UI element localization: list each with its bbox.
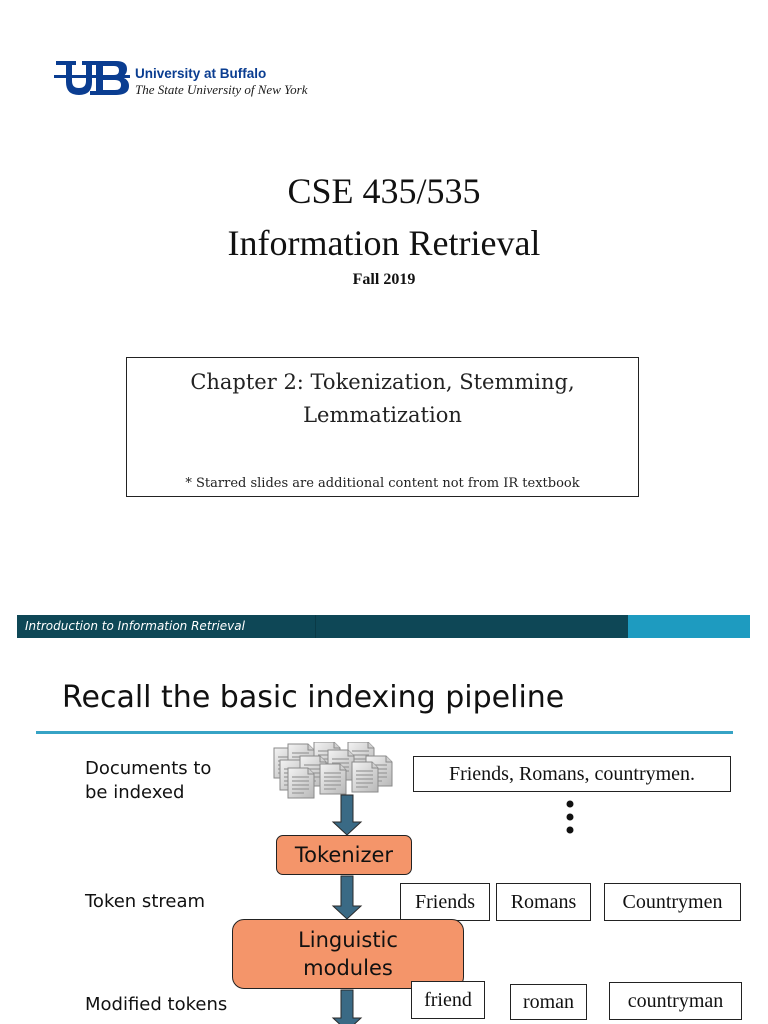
token-stream-label: Token stream: [85, 891, 206, 912]
documents-label-line1: Documents to: [85, 758, 212, 779]
chapter-box: [126, 357, 639, 497]
arrow-tokenizer-to-linguistic: [333, 876, 361, 919]
chapter-note: * Starred slides are additional content not from IR textbook: [185, 476, 580, 491]
slide-header-bar: [17, 615, 750, 638]
chapter-title-line2: Lemmatization: [303, 403, 462, 427]
linguistic-modules-line1: Linguistic: [298, 928, 398, 952]
header-text: Introduction to Information Retrieval: [25, 619, 245, 633]
arrow-docs-to-tokenizer: [333, 795, 361, 835]
arrow-linguistic-out: [333, 990, 361, 1024]
documents-label: [85, 757, 211, 805]
sentence-box: Friends, Romans, countrymen.: [413, 756, 731, 792]
university-name: University at Buffalo: [135, 66, 267, 81]
linguistic-modules: [232, 919, 464, 989]
course-name: Information Retrieval: [227, 223, 541, 263]
document-stack-icon: [270, 742, 400, 800]
chapter-title: [127, 366, 638, 432]
header-accent: [628, 615, 750, 638]
modified-token-box: countryman: [609, 982, 742, 1020]
chapter-title-line1: Chapter 2: Tokenization, Stemming,: [190, 370, 575, 394]
ub-logo-icon: [54, 57, 130, 97]
modified-token-box: roman: [510, 984, 587, 1020]
tokenizer-module: Tokenizer: [276, 835, 412, 875]
course-code: CSE 435/535: [287, 171, 481, 211]
term: Fall 2019: [352, 271, 416, 288]
university-subtitle: The State University of New York: [135, 82, 308, 97]
modified-token-box: friend: [411, 981, 485, 1019]
token-box: Romans: [496, 883, 591, 921]
token-box: Friends: [400, 883, 490, 921]
token-box: Countrymen: [604, 883, 741, 921]
documents-label-line2: be indexed: [85, 782, 185, 803]
linguistic-modules-line2: modules: [303, 956, 393, 980]
slide-title: Recall the basic indexing pipeline: [62, 680, 565, 715]
modified-tokens-label: Modified tokens: [85, 994, 228, 1015]
title-rule: [36, 731, 733, 734]
vertical-ellipsis-icon: [565, 800, 575, 834]
